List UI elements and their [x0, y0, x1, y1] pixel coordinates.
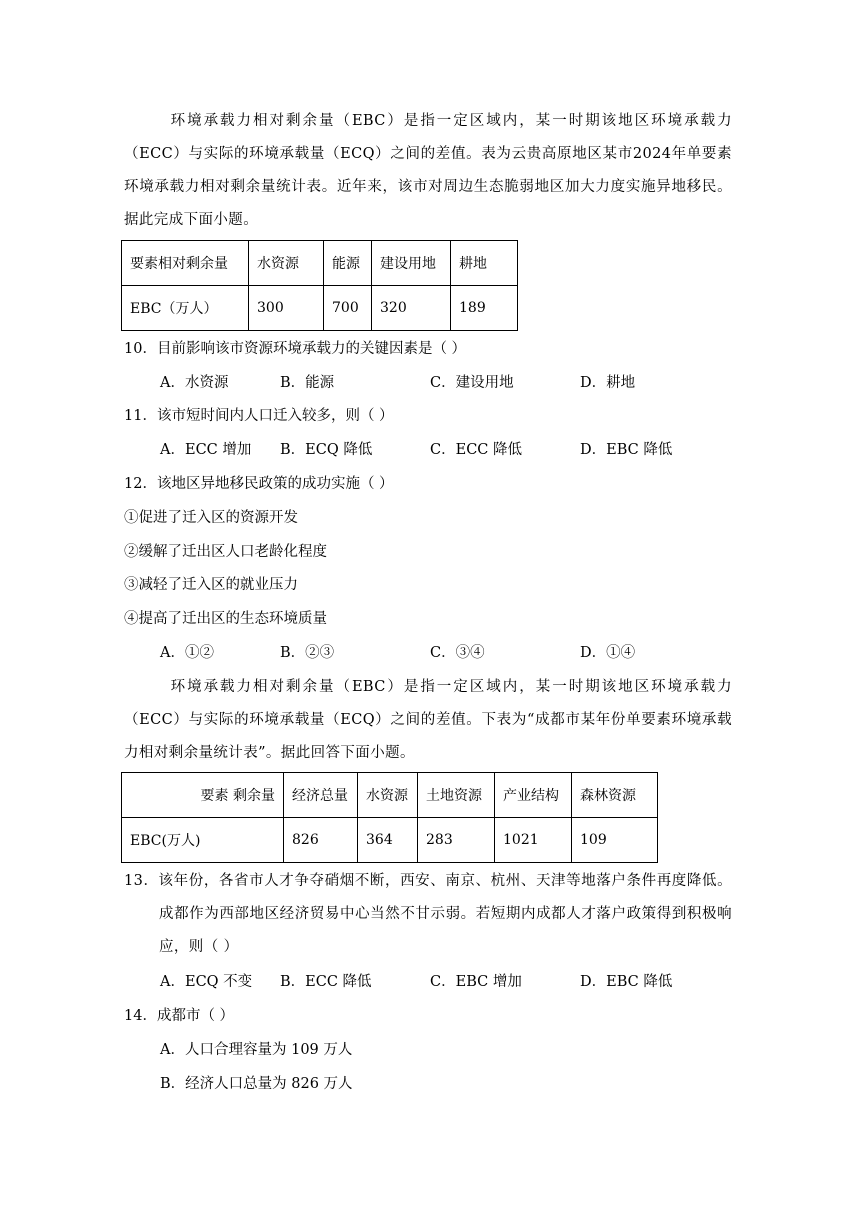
question-13-options — [160, 972, 760, 992]
table-cell: 826 — [284, 818, 358, 863]
table-cell: 要素相对剩余量 — [122, 241, 249, 286]
question-11-options — [160, 440, 760, 460]
table-1 — [121, 240, 518, 331]
option-b[interactable]: B．ECQ 降低 — [280, 442, 373, 458]
table-cell: 土地资源 — [418, 773, 495, 818]
table-cell: 189 — [451, 286, 518, 331]
table-row — [122, 818, 658, 863]
table-cell: 109 — [572, 818, 658, 863]
table-cell: 能源 — [324, 241, 372, 286]
table-cell: 水资源 — [249, 241, 324, 286]
option-c[interactable]: C．EBC 增加 — [430, 974, 522, 990]
table-cell: EBC(万人) — [122, 818, 284, 863]
question-11-stem: 11．该市短时间内人口迁入较多，则（ ） — [124, 408, 394, 424]
statement-1: ①促进了迁入区的资源开发 — [124, 510, 298, 526]
question-14-option-a[interactable] — [160, 1040, 760, 1060]
question-12-stem: 12．该地区异地移民政策的成功实施（ ） — [124, 476, 394, 492]
option-c[interactable]: C．③④ — [430, 645, 485, 661]
table-row — [122, 241, 518, 286]
passage-2 — [124, 671, 732, 770]
option-c[interactable]: C．建设用地 — [430, 375, 514, 391]
passage-1 — [124, 105, 732, 237]
question-10-stem: 10．目前影响该市资源环境承载力的关键因素是（ ） — [124, 341, 467, 357]
table-cell: 建设用地 — [372, 241, 451, 286]
table-2 — [121, 772, 658, 863]
table-cell: 364 — [358, 818, 418, 863]
option-a[interactable]: A．人口合理容量为 109 万人 — [160, 1042, 353, 1058]
option-b[interactable]: B．ECC 降低 — [280, 974, 372, 990]
table-cell: 要素 剩余量 — [122, 773, 284, 818]
option-a[interactable]: A．ECQ 不变 — [160, 974, 253, 990]
table-cell: EBC（万人） — [122, 286, 249, 331]
question-14-stem: 14．成都市（ ） — [124, 1008, 235, 1024]
statement-2: ②缓解了迁出区人口老龄化程度 — [124, 544, 327, 560]
statement-4: ④提高了迁出区的生态环境质量 — [124, 611, 327, 627]
table-cell: 283 — [418, 818, 495, 863]
statement-3: ③减轻了迁入区的就业压力 — [124, 577, 298, 593]
table-cell: 耕地 — [451, 241, 518, 286]
table-cell: 水资源 — [358, 773, 418, 818]
option-b[interactable]: B．能源 — [280, 375, 335, 391]
table-row — [122, 773, 658, 818]
question-14-option-b[interactable] — [160, 1074, 760, 1094]
option-a[interactable]: A．①② — [160, 645, 214, 661]
table-cell: 森林资源 — [572, 773, 658, 818]
table-cell: 320 — [372, 286, 451, 331]
option-d[interactable]: D．①④ — [580, 645, 636, 661]
option-d[interactable]: D．EBC 降低 — [580, 442, 673, 458]
question-12-options — [160, 643, 760, 663]
option-a[interactable]: A．水资源 — [160, 375, 229, 391]
table-cell: 700 — [324, 286, 372, 331]
question-10-options — [160, 373, 760, 393]
option-a[interactable]: A．ECC 增加 — [160, 442, 252, 458]
passage-2-text: 环境承载力相对剩余量（EBC）是指一定区域内，某一时期该地区环境承载力（ECC）与实际的环境承载量（ECQ）之间的差值。下表为“成都市某年份单要素环境承载力相对剩余量统计表”。据此回答下面小题。 — [124, 679, 732, 761]
passage-1-text: 环境承载力相对剩余量（EBC）是指一定区域内，某一时期该地区环境承载力（ECC）与实际的环境承载量（ECQ）之间的差值。表为云贵高原地区某市2024年单要素环境承载力相对剩余量统计表。近年来，该市对周边生态脆弱地区加大力度实施异地移民。据此完成下面小题。 — [124, 113, 732, 228]
option-d[interactable]: D．EBC 降低 — [580, 974, 673, 990]
table-cell: 300 — [249, 286, 324, 331]
question-13-stem: 13．该年份，各省市人才争夺硝烟不断，西安、南京、杭州、天津等地落户条件再度降低。成都作为西部地区经济贸易中心当然不甘示弱。若短期内成都人才落户政策得到积极响应，则（ ） — [124, 873, 732, 955]
table-cell: 1021 — [495, 818, 572, 863]
table-cell: 产业结构 — [495, 773, 572, 818]
option-d[interactable]: D．耕地 — [580, 375, 636, 391]
option-c[interactable]: C．ECC 降低 — [430, 442, 522, 458]
table-cell: 经济总量 — [284, 773, 358, 818]
option-b[interactable]: B．②③ — [280, 645, 335, 661]
table-row — [122, 286, 518, 331]
option-b[interactable]: B．经济人口总量为 826 万人 — [160, 1076, 353, 1092]
